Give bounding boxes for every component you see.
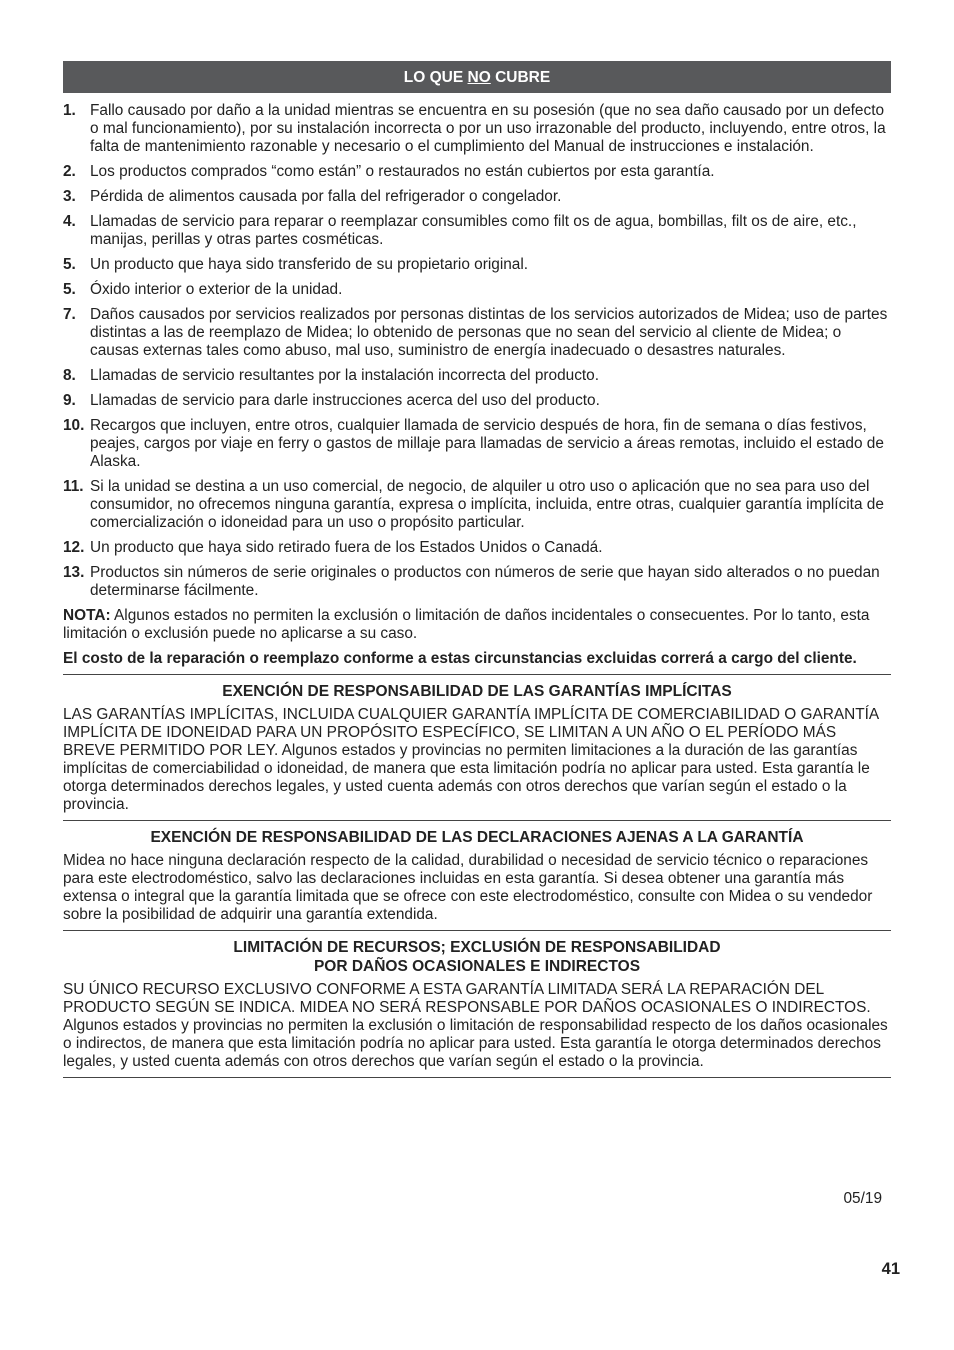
- item-text: Un producto que haya sido transferido de su propietario original.: [90, 256, 529, 273]
- banner-text-underlined: NO: [467, 69, 491, 86]
- item-text: Llamadas de servicio para reparar o reemplazar consumibles como filt os de agua, bombillas, filt os de aire, etc., manijas, perillas y otras partes cosméticas.: [90, 213, 857, 248]
- section-body: Midea no hace ninguna declaración respecto de la calidad, durabilidad o necesidad de servicio técnico o reparaciones para este electrodoméstico, salvo las declaraciones incluidas en esta garantía. Si desea obtener una garantía más extensa o integral que la garantía limitada que se ofrece con este electrodoméstico, consulte con Midea o su vendedor sobre la posibilidad de adquirir una garantía extendida.: [63, 852, 873, 923]
- note-text: Algunos estados no permiten la exclusión o limitación de daños incidentales o consecuentes. Por lo tanto, esta limitación o exclusión puede no aplicarse a su caso.: [63, 607, 870, 642]
- item-text: Daños causados por servicios realizados por personas distintas de los servicios autorizados de Midea; uso de partes distintas a las de reemplazo de Midea; lo obtenido de personas que no sean del servicio al cliente de Midea; o causas externas tales como abuso, mal uso, suministro de energía inadecuado o desastres naturales.: [90, 306, 888, 359]
- note-paragraph: [63, 607, 891, 643]
- list-item: [63, 417, 891, 471]
- item-text: Llamadas de servicio resultantes por la instalación incorrecta del producto.: [90, 367, 600, 384]
- page-number: 41: [881, 1260, 900, 1278]
- item-number: 3.: [63, 188, 76, 205]
- item-text: Los productos comprados “como están” o restaurados no están cubiertos por esta garantía.: [90, 163, 715, 180]
- list-item: [63, 102, 891, 156]
- item-text: Un producto que haya sido retirado fuera de los Estados Unidos o Canadá.: [90, 539, 603, 556]
- section-title: LIMITACIÓN DE RECURSOS; EXCLUSIÓN DE RESPONSABILIDAD POR DAÑOS OCASIONALES E INDIRECTOS: [233, 939, 721, 975]
- banner-text-post: CUBRE: [490, 69, 551, 86]
- item-number: 9.: [63, 392, 76, 409]
- item-number: 5.: [63, 281, 76, 298]
- item-number: 2.: [63, 163, 76, 180]
- item-text: Óxido interior o exterior de la unidad.: [90, 281, 343, 298]
- item-text: Recargos que incluyen, entre otros, cualquier llamada de servicio después de hora, fin de semana o días festivos, peajes, cargos por viaje en ferry o gastos de millaje para llamadas de servicio a áreas remotas, incluido el estado de Alaska.: [90, 417, 884, 470]
- cost-notice: El costo de la reparación o reemplazo conforme a estas circunstancias excluidas correrá a cargo del cliente.: [63, 650, 857, 667]
- item-number: 10.: [63, 417, 85, 434]
- list-item: [63, 478, 891, 532]
- item-number: 5.: [63, 256, 76, 273]
- closing-rule: [63, 1077, 891, 1078]
- banner-text-pre: LO QUE: [403, 69, 468, 86]
- not-covered-banner: [63, 61, 891, 93]
- list-item: [63, 188, 891, 206]
- item-number: 4.: [63, 213, 76, 230]
- revision-date: 05/19: [843, 1190, 882, 1207]
- item-number: 11.: [63, 478, 84, 495]
- item-text: Pérdida de alimentos causada por falla del refrigerador o congelador.: [90, 188, 562, 205]
- item-text: Si la unidad se destina a un uso comercial, de negocio, de alquiler u otro uso o aplicación que no sea para uso del consumidor, no ofrecemos ninguna garantía, expresa o implícita, incluida, entre otras, cualquier garantía implícita de comercialización o idoneidad para un uso o propósito particular.: [90, 478, 884, 531]
- note-label: NOTA:: [63, 607, 111, 624]
- item-number: 13.: [63, 564, 85, 581]
- section-title: EXENCIÓN DE RESPONSABILIDAD DE LAS GARANTÍAS IMPLÍCITAS: [222, 683, 732, 700]
- list-item: [63, 392, 891, 410]
- list-item: [63, 306, 891, 360]
- list-item: [63, 539, 891, 557]
- item-text: Llamadas de servicio para darle instrucciones acerca del uso del producto.: [90, 392, 600, 409]
- limitation-of-remedies: [63, 930, 891, 1071]
- item-text: Productos sin números de serie originales o productos con números de serie que hayan sido alterados o no puedan determinarse fácilmente.: [90, 564, 880, 599]
- list-item: [63, 564, 891, 600]
- warranty-page: [63, 61, 891, 1078]
- section-title: EXENCIÓN DE RESPONSABILIDAD DE LAS DECLARACIONES AJENAS A LA GARANTÍA: [150, 829, 804, 846]
- implied-warranty-disclaimer: [63, 674, 891, 814]
- list-item: [63, 213, 891, 249]
- section-body: SU ÚNICO RECURSO EXCLUSIVO CONFORME A ESTA GARANTÍA LIMITADA SERÁ LA REPARACIÓN DEL PRODUCTO SEGÚN SE INDICA. MIDEA NO SERÁ RESPONSABLE POR DAÑOS OCASIONALES O INDIRECTOS. Algunos estados y provincias no permiten la exclusión o limitación de responsabilidad respecto de los daños ocasionales o indirectos, de manera que esta limitación podría no aplicar para usted. Esta garantía le otorga determinados derechos legales, y usted cuenta además con otros derechos que varían según el estado o la provincia.: [63, 981, 888, 1070]
- list-item: [63, 367, 891, 385]
- representations-disclaimer: [63, 820, 891, 924]
- item-number: 7.: [63, 306, 76, 323]
- item-number: 1.: [63, 102, 76, 119]
- list-item: [63, 281, 891, 299]
- item-text: Fallo causado por daño a la unidad mientras se encuentra en su posesión (que no sea daño causado por un defecto o mal funcionamiento), por su instalación incorrecta o por un uso irrazonable del producto, incluyendo, entre otros, la falta de mantenimiento razonable y necesario o el cumplimiento del Manual de instrucciones e instalación.: [90, 102, 886, 155]
- list-item: [63, 163, 891, 181]
- exclusions-list: [63, 102, 891, 600]
- item-number: 8.: [63, 367, 76, 384]
- section-body: LAS GARANTÍAS IMPLÍCITAS, INCLUIDA CUALQUIER GARANTÍA IMPLÍCITA DE COMERCIABILIDAD O GARANTÍA IMPLÍCITA DE IDONEIDAD PARA UN PROPÓSITO ESPECÍFICO, SE LIMITAN A UN AÑO O EL PERÍODO MÁS BREVE PERMITIDO POR LEY. Algunos estados y provincias no permiten limitaciones a la duración de las garantías implícitas de comerciabilidad o idoneidad, de manera que esta limitación podría no aplicar para usted. Esta garantía le otorga determinados derechos legales, y usted cuenta además con otros derechos que varían según el estado o la provincia.: [63, 706, 879, 813]
- item-number: 12.: [63, 539, 85, 556]
- list-item: [63, 256, 891, 274]
